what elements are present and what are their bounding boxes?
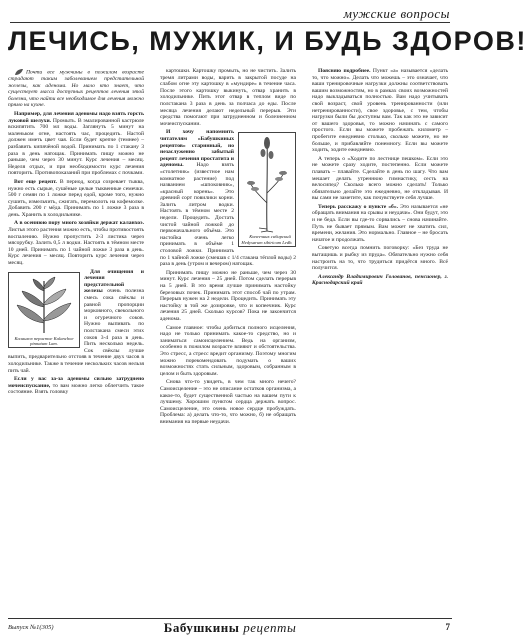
recipe-onion: Например, для лечения аденомы надо взять горсть луковой шелухи. Промыть. В эмалированной кастрюле вскипятить 700 мл воды. Заглянуть 5 минут на маленьком огне, настоять час, процедить. Настой должен иметь цвет чая. Если будет крепче (темнее) – разбавить кипячёной водой. Принимать по 1 стакану 3 раза в день натощак. Принимать пищу можно не раньше, чем через 30 минут. Курс лечения – месяц. Неделя отдых, и при необходимости курс лечения повторить. Противопоказаний при проблемах с почками. — [8, 110, 145, 177]
rubric-divider — [10, 22, 450, 23]
recipe-juices: Для очищения и лечения предстательной железы очень полезна смесь сока свёклы и равной пропорции морковного, свекольного и огуречного соков. Нужно выпивать по полстакана смеси этих соков 3-4 раза в день. Пить несколько недель. Сок свёклы лучше выпить, предварительно отстояв в течение двух часов в холодильнике. Также в течение нескольких часов нельзя пить чай. — [8, 268, 144, 374]
reminder-paragraph: Копеечник сибирский Hedysarum sibiricum Ledb. И хочу напомнить читателям «Бабушкиных рецептов» старинный, но незаслуженно забытый рецепт лечения простатита и аденомы. Надо взять «столетник» (известное нам комнатное растение) под названием «шпоковник», «красный корень». Это древний сорт повилики корни. Залить литром водки. Настоять в тёмном месте 2 недели. Процедить. Достать чистой чайной ложкой до первоначального объёма. Это настойка очень легко принимать в объёме 1 столовой ложки. Принимать по 1 чайной ложке (смешав с 1/4 стакана тёплой воды) 2 раза в день (утром и вечером) натощак. — [160, 129, 296, 268]
brand-main: Бабушкины — [163, 620, 240, 635]
leaf-icon — [14, 68, 24, 76]
recipe-pumpkin: Вот еще рецепт. В период, когда созревает тыква, нужно есть сырые, сушёные целые тыквенные семечки. 500 г семян по 1 ложке перед едой, кроме того, нужно сушить, измельчить, сжигать, перемолоть на кофемолке. Добавить 200 г мёда. Принимать по 1 ложке 3 раза в день. Хранить в холодильнике. — [8, 178, 144, 218]
kopeechnik-plant-icon — [239, 133, 295, 233]
magazine-brand — [150, 620, 310, 636]
potato-paragraph: картошки. Картошку промыть, но не чистить. Залить тремя литрами воды, варить в закрытой посуде на слабом огне эту картошку в «мундире» в течение часа. После этого картошку выкинуть, отвар хранить в холодильнике. Пить этот отвар в теплом виде по полстакана 3 раза в день за полчаса до еды. После месяца лечения делают недельный перерыв. Эти средства помогают при затрудненном и болезненном мочеиспускании. — [160, 68, 296, 127]
proverb-paragraph: Советую всегда помнить поговорку: «Без труда не вытащишь и рыбку из пруда». Обязательно нужно себя настроить на то, что трудиться придётся много. Всё получится. — [312, 245, 448, 272]
article-headline: ЛЕЧИСЬ, МУЖИК, И БУДЬ ЗДОРОВ! — [8, 26, 527, 56]
article-column-2 — [160, 68, 296, 620]
recipe-potato-intro: Если у вас за-за аденомы сильно затруднено мочеиспускание, то вам можно легко облегчить такое состояние. Взять головку — [8, 376, 144, 396]
section-rubric: мужские вопросы — [343, 6, 450, 21]
self-healing-paragraph-2: Снова что-то увидеть, в чем так много нечего? Самоисцеление – это не описание остатков организма, а какое-то, будет существенной частью на вашем пути к лучшему. Хорошим пунктом сердца держать вопрос. Самоисцеление, это очень новое сердце пробуждать. Проблема: а) делать что-то, что можно, б) не обращать внимания на первые неудачи. — [160, 379, 296, 425]
course-paragraph: Принимать пищу можно не раньше, чем через 30 минут. Курс лечения – 25 дней. Потом сделать перерыв на 5 дней. В это время лучше принимать настойку березовых почек. Принимать этот способ чай по утрам. Перерыв нужен на 2 недели. Процедить. Принимать эту настойку в той же дозировке, что и копеечник. Курс лечения 25 дней. Сколько курсов? Пока не закончится аденома. — [160, 269, 296, 322]
page-number: 7 — [445, 622, 450, 632]
stairs-paragraph: А теперь о «Ходите по лестнице пешком». Если это не можете сразу ходите, постепенно. Если можете плавать – плавайте. Сделайте в день по шагу. Что вам мешает делать утреннюю гимнастику, сесть на велосипед? Сколько всего можно сделать! Только обязательно делайте это ежедневно, не откладывая. И вы сами не заметите, как почувствуете себя лучше. — [312, 155, 448, 202]
kopeechnik-illustration — [238, 132, 296, 246]
issue-number: Выпуск №1(305) — [8, 624, 54, 631]
article-column-1 — [8, 68, 144, 620]
recipe-kalanchoe: А в осеннюю пору много хозяйки держат каланхоэ. Листья этого растения можно есть, чтобы противостоять воспалению. Нужно пропустить 2-3 листика через мясорубку. Залить 0,5 л водки. Настоять в тёмном месте 10 дней. Принимать по 1 чайной ложке 3 раза в день. Курс лечения – месяц. Повторить курс лечения через месяц. — [8, 220, 144, 267]
brand-sub: рецепты — [243, 620, 297, 635]
kalanchoe-caption: Каланхоэ перистое Kalanchoe pinnatum Lam. — [14, 335, 74, 346]
author-signature: Александр Владимирович Голованов, пенсионер, г. Краснодарский край — [312, 273, 448, 287]
point-b-paragraph: Теперь расскажу о пункте «б». Это называется «не обращать внимания на срывы и неудачи». Они будут, это и не беда. Если вы где-то сорвались – снова начинайте. Путь не бывает прямым. Вам может не хватить сил, времени, желания. Это нормально. Главное – не бросать начатое и продолжать. — [312, 203, 449, 243]
article-column-3 — [312, 68, 448, 620]
intro-paragraph: Почти все мужчины в пожилом возрасте страдают таким заболеванием предстательной железы, как аденома. Но мало кто знает, что существует масса доступных рецептов лечения этой болезни, что найти все необходимое для лечения можно прямо на кухне. — [8, 69, 144, 109]
kopeechnik-caption: Копеечник сибирский Hedysarum sibiricum Ledb. — [241, 234, 293, 245]
self-healing-paragraph: Самое главное: чтобы добиться полного исцеления, надо не только принимать какое-то средство, но и заниматься самоисцелением. Ведь на организм, особенно в пожилом возрасте влияют и обстоятельства. Это стресс, а стресс вредит организму. Поэтому многим можно порекомендовать подумать о ваших возможностях стать сильным, здоровым, собранным в целом и быть здоровым. — [160, 324, 296, 377]
footer-divider — [8, 618, 452, 619]
kalanchoe-illustration — [8, 272, 80, 348]
kalanchoe-plant-icon — [9, 273, 79, 335]
explain-paragraph: Поясняю подробнее. Пункт «а» называется «делать то, что можно». Делать что можешь – это означает, что ваши тренировочные нагрузки должны соответствовать вашим возможностям, но в рамках своих возможностей надо выкладываться полностью. Вам надо учитывать свой возраст, свой уровень тренированности (или нетренированности), свое здоровье, с тем, чтобы нагрузки были бы доступны вам. Так как это не зависит от вашего здоровья, то можно начинать с самого простого. Если вы можете пробежать километр – пробегите ежедневно столько, сколько можете, но не больше, и прибавляйте понемногу. Если вы можете ходить, ходите ежедневно. — [312, 68, 448, 154]
